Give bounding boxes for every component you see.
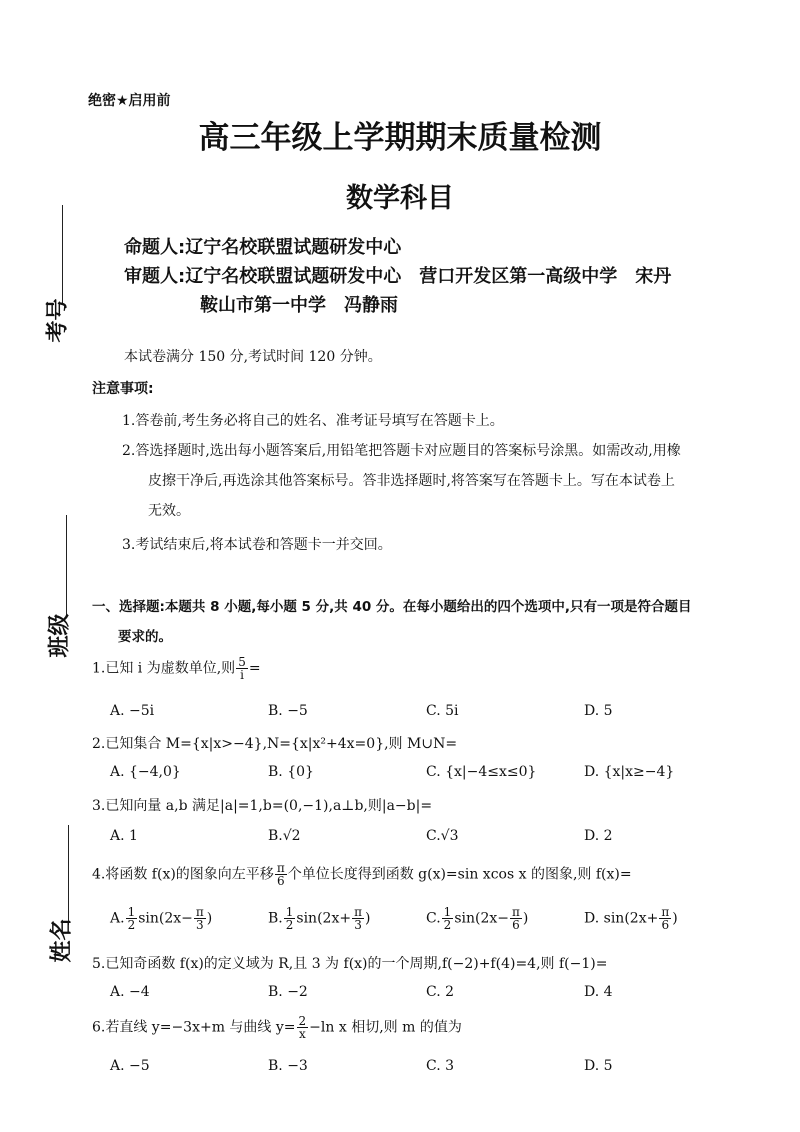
q4-option-c: C. $\frac{1}{2}$ sin(2x− $\frac{\pi}{6}$ ) [426, 905, 529, 932]
q1-option-a: A. −5i [110, 703, 155, 719]
q1-suffix: = [248, 660, 261, 677]
q5-option-d: D. 4 [584, 984, 613, 1000]
q1-option-d: D. 5 [584, 703, 613, 719]
question-1 [92, 656, 261, 681]
note-item-3: 3.考试结束后,将本试卷和答题卡一并交回。 [122, 537, 392, 553]
q5-option-c: C. 2 [426, 984, 455, 1000]
q6-option-d: D. 5 [584, 1058, 613, 1074]
exam-no-line [62, 205, 63, 305]
q1-fraction: $\frac{5}{i}$ [238, 655, 246, 682]
section-1-heading: 一、选择题:本题共 8 小题,每小题 5 分,共 40 分。在每小题给出的四个选项中,只有一项是符合题目 [92, 599, 692, 615]
q4-option-a: A. $\frac{1}{2}$ sin(2x− $\frac{\pi}{3}$ ) [110, 905, 213, 932]
q2-option-b: B. {0} [268, 764, 314, 780]
page-subtitle: 数学科目 [346, 183, 454, 214]
exam-no-label: 考号 [45, 298, 71, 343]
q6-option-c: C. 3 [426, 1058, 455, 1074]
q6-option-b: B. −3 [268, 1058, 308, 1074]
q1-option-c: C. 5i [426, 703, 459, 719]
reviewer-line-2: 鞍山市第一中学 冯静雨 [200, 295, 398, 316]
q5-option-b: B. −2 [268, 984, 308, 1000]
q2-option-c: C. {x|−4≤x≤0} [426, 764, 537, 780]
name-line [68, 825, 69, 925]
q1-prefix: 1.已知 i 为虚数单位,则 [92, 660, 236, 677]
q4-suffix: 个单位长度得到函数 g(x)=sin xcos x 的图象,则 f(x)= [287, 866, 632, 883]
question-3: 3.已知向量 a,b 满足|a|=1,b=(0,−1),a⊥b,则|a−b|= [92, 798, 433, 814]
page-title: 高三年级上学期期末质量检测 [198, 120, 602, 156]
section-1-heading-cont: 要求的。 [118, 629, 172, 645]
q2-option-a: A. {−4,0} [110, 764, 181, 780]
setter-line: 命题人:辽宁名校联盟试题研发中心 [124, 237, 402, 258]
q3-option-a: A. 1 [110, 828, 138, 844]
q6-option-a: A. −5 [110, 1058, 150, 1074]
class-line [66, 515, 67, 615]
q5-option-a: A. −4 [110, 984, 150, 1000]
q4-prefix: 4.将函数 f(x)的图象向左平移 [92, 866, 274, 883]
q3-option-c: C.√3 [426, 828, 459, 844]
note-item-2a: 2.答选择题时,选出每小题答案后,用铅笔把答题卡对应题目的答案标号涂黑。如需改动,用橡 [122, 443, 681, 459]
q6-prefix: 6.若直线 y=−3x+m 与曲线 y= [92, 1019, 296, 1036]
q2-option-d: D. {x|x≥−4} [584, 764, 675, 780]
q4-option-d: D. sin(2x+ $\frac{\pi}{6}$ ) [584, 905, 678, 932]
note-item-2b: 皮擦干净后,再选涂其他答案标号。答非选择题时,将答案写在答题卡上。写在本试卷上 [148, 473, 675, 489]
q3-option-b: B.√2 [268, 828, 301, 844]
q3-option-d: D. 2 [584, 828, 613, 844]
q6-fraction: $\frac{2}{x}$ [298, 1014, 307, 1041]
question-6 [92, 1015, 462, 1040]
q1-option-b: B. −5 [268, 703, 308, 719]
q6-suffix: −ln x 相切,则 m 的值为 [309, 1019, 462, 1036]
name-label: 姓名 [49, 918, 75, 963]
question-2: 2.已知集合 M={x|x>−4},N={x|x²+4x=0},则 M∪N= [92, 736, 458, 752]
q4-option-b: B. $\frac{1}{2}$ sin(2x+ $\frac{\pi}{3}$ ) [268, 905, 371, 932]
question-5: 5.已知奇函数 f(x)的定义域为 R,且 3 为 f(x)的一个周期,f(−2)+f(4)=4,则 f(−1)= [92, 956, 608, 972]
note-item-1: 1.答卷前,考生务必将自己的姓名、准考证号填写在答题卡上。 [122, 413, 504, 429]
exam-info: 本试卷满分 150 分,考试时间 120 分钟。 [124, 349, 382, 365]
secret-label: 绝密★启用前 [88, 93, 171, 109]
question-4 [92, 862, 632, 887]
class-label: 班级 [47, 613, 73, 658]
note-item-2c: 无效。 [148, 503, 190, 519]
reviewer-line-1: 审题人:辽宁名校联盟试题研发中心 营口开发区第一高级中学 宋丹 [124, 266, 672, 287]
notes-heading: 注意事项: [92, 381, 154, 397]
q4-fraction: $\frac{\pi}{6}$ [276, 861, 285, 888]
